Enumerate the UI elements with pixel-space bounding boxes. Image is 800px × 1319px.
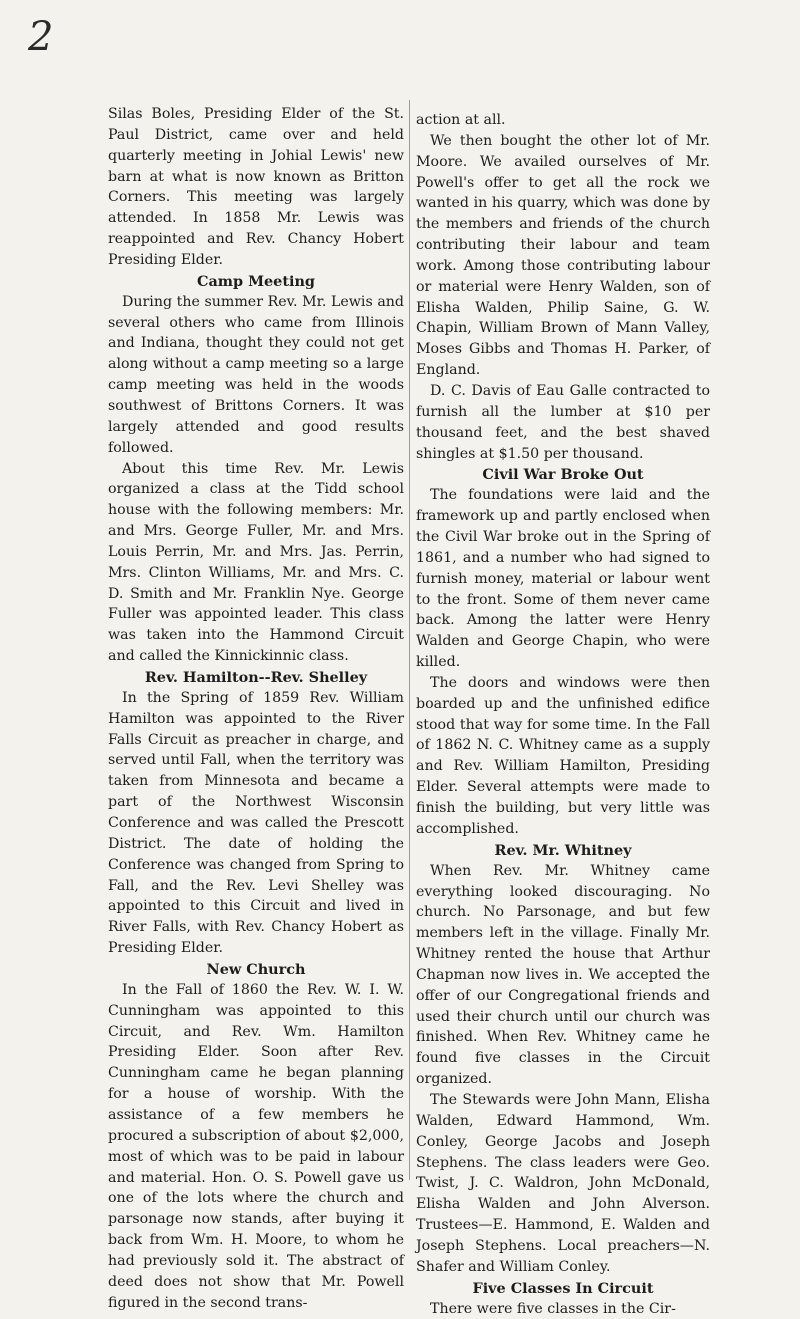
paragraph: The foundations were laid and the framework up and partly enclosed when the Civil War broke out in the Spring of 1861, and a number who had signed to furnish money, material or labour went to the front. Some of them never came back. Among the latter were Henry Walden and George Chapin, who were killed. xyxy=(416,487,710,671)
section-heading-whitney: Rev. Mr. Whitney xyxy=(494,841,632,859)
left-column xyxy=(108,104,404,1313)
page-number: 2 xyxy=(28,14,54,60)
section-heading-new-church: New Church xyxy=(206,960,306,978)
paragraph: action at all. xyxy=(416,112,506,128)
section-heading-hamilton-shelley: Rev. Hamilton--Rev. Shelley xyxy=(144,668,368,686)
paragraph: In the Spring of 1859 Rev. William Hamilton was appointed to the River Falls Circuit as preacher in charge, and served until Fall, when the territory was taken from Minnesota and became a part of the Northwest Wisconsin Conference and was called the Prescott District. The date of holding the Conference was changed from Spring to Fall, and the Rev. Levi Shelley was appointed to this Circuit and lived in River Falls, with Rev. Chancy Hobert as Presiding Elder. xyxy=(108,689,404,957)
section-heading-camp-meeting: Camp Meeting xyxy=(197,272,315,290)
section-heading-civil-war: Civil War Broke Out xyxy=(482,466,644,484)
paragraph: When Rev. Mr. Whitney came everything looked discouraging. No church. No Parsonage, and but few members left in the village. Finally Mr. Whitney rented the house that Arthur Chapman now lives in. We accepted the offer of our Congregational friends and used their church until our church was finished. When Rev. Whitney came he found five classes in the Circuit organized. xyxy=(416,862,710,1088)
paragraph: There were five classes in the Cir- xyxy=(430,1300,676,1317)
paragraph: Silas Boles, Presiding Elder of the St. Paul District, came over and held quarterly meeting in Johial Lewis' new barn at what is now known as Britton Corners. This meeting was largely attended. In 1858 Mr. Lewis was reappointed and Rev. Chancy Hobert Presiding Elder. xyxy=(108,106,404,268)
paragraph: About this time Rev. Mr. Lewis organized a class at the Tidd school house with the following members: Mr. and Mrs. George Fuller, Mr. and Mrs. Louis Perrin, Mr. and Mrs. Jas. Perrin, Mrs. Clinton Williams, Mr. and Mrs. C. D. Smith and Mr. Franklin Nye. George Fuller was appointed leader. This class was taken into the Hammond Circuit and called the Kinnickinnic class. xyxy=(108,460,404,665)
section-heading-five-classes: Five Classes In Circuit xyxy=(472,1279,654,1297)
paragraph: The doors and windows were then boarded up and the unfinished edifice stood that way for some time. In the Fall of 1862 N. C. Whitney came as a supply and Rev. William Hamilton, Presiding Elder. Several attempts were made to finish the building, but very little was accomplished. xyxy=(416,674,710,837)
column-divider xyxy=(409,100,410,1180)
paragraph: During the summer Rev. Mr. Lewis and several others who came from Illinois and Indiana, thought they could not get along without a camp meeting so a large camp meeting was held in the woods southwest of Brittons Corners. It was largely attended and good results followed. xyxy=(108,293,404,456)
paragraph: We then bought the other lot of Mr. Moore. We availed ourselves of Mr. Powell's offer to get all the rock we wanted in his quarry, which was done by the members and friends of the church contributing their labour and team work. Among those contributing labour or material were Henry Walden, son of Elisha Walden, Philip Saine, G. W. Chapin, William Brown of Mann Valley, Moses Gibbs and Thomas H. Parker, of England. xyxy=(416,132,710,379)
paragraph: D. C. Davis of Eau Galle contracted to furnish all the lumber at $10 per thousand feet, and the best shaved shingles at $1.50 per thousand. xyxy=(416,382,710,462)
paragraph: The Stewards were John Mann, Elisha Walden, Edward Hammond, Wm. Conley, George Jacobs and Joseph Stephens. The class leaders were Geo. Twist, J. C. Waldron, John McDonald, Elisha Walden and John Alverson. Trustees—E. Hammond, E. Walden and Joseph Stephens. Local preachers—N. Shafer and William Conley. xyxy=(416,1091,710,1275)
right-column xyxy=(416,110,710,1319)
paragraph: In the Fall of 1860 the Rev. W. I. W. Cunningham was appointed to this Circuit, and Rev. Wm. Hamilton Presiding Elder. Soon after Rev. Cunningham came he began planning for a house of worship. With the assistance of a few members he procured a subscription of about $2,000, most of which was to be paid in labour and material. Hon. O. S. Powell gave us one of the lots where the church and parsonage now stands, after buying it back from Wm. H. Moore, to whom he had previously sold it. The abstract of deed does not show that Mr. Powell figured in the second trans- xyxy=(108,981,404,1311)
